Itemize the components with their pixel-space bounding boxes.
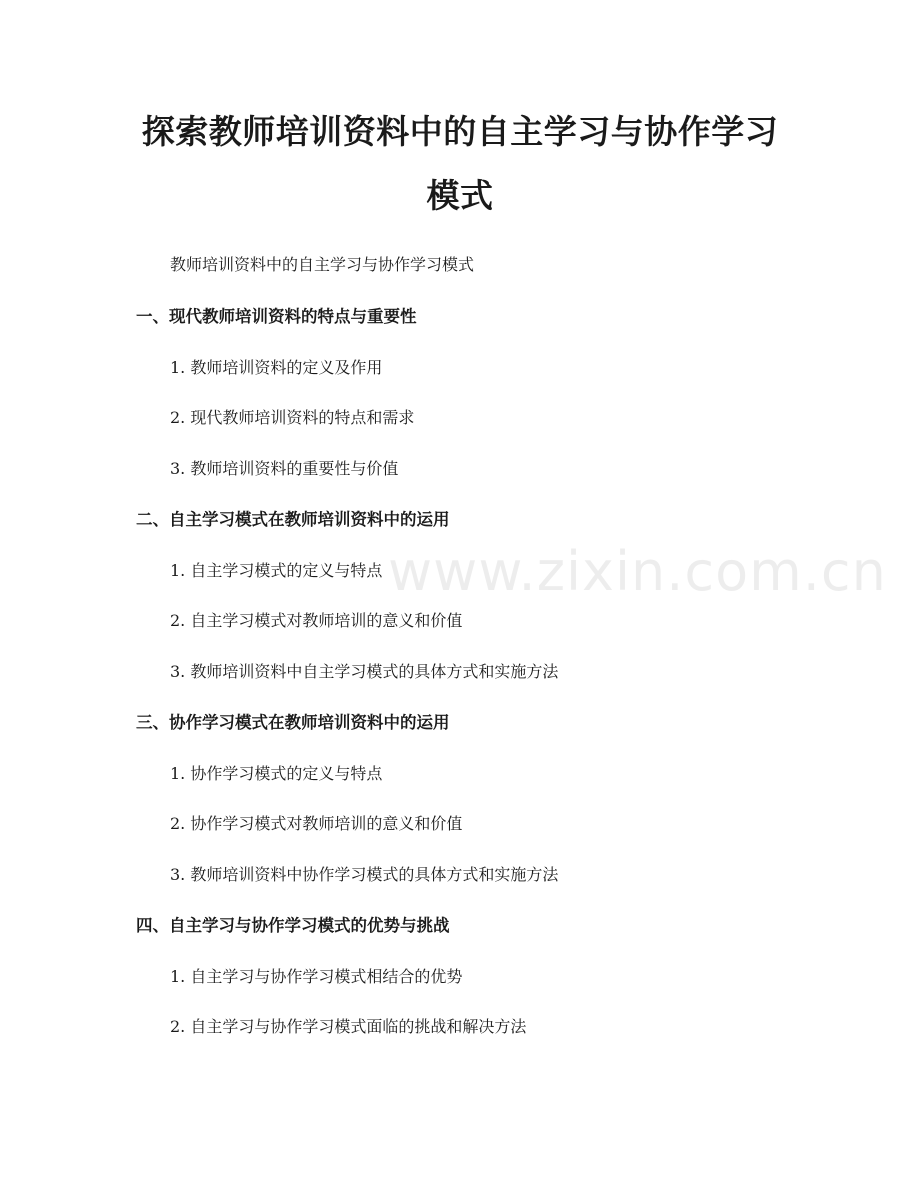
list-item: 2. 现代教师培训资料的特点和需求 — [170, 408, 415, 427]
intro-paragraph: 教师培训资料中的自主学习与协作学习模式 — [170, 255, 475, 274]
section-heading-4: 四、自主学习与协作学习模式的优势与挑战 — [136, 916, 450, 935]
watermark: www.zixin.com.cn — [388, 540, 887, 603]
page-title — [120, 100, 800, 228]
list-item: 3. 教师培训资料中协作学习模式的具体方式和实施方法 — [170, 865, 559, 884]
section-heading-2: 二、自主学习模式在教师培训资料中的运用 — [136, 510, 450, 529]
list-item: 3. 教师培训资料中自主学习模式的具体方式和实施方法 — [170, 662, 559, 681]
list-item: 1. 自主学习模式的定义与特点 — [170, 561, 383, 580]
list-item: 1. 协作学习模式的定义与特点 — [170, 764, 383, 783]
page-title-line-1: 探索教师培训资料中的自主学习与协作学习 — [141, 112, 779, 151]
list-item: 1. 自主学习与协作学习模式相结合的优势 — [170, 967, 463, 986]
list-item: 2. 自主学习与协作学习模式面临的挑战和解决方法 — [170, 1017, 527, 1036]
list-item: 3. 教师培训资料的重要性与价值 — [170, 459, 399, 478]
section-heading-3: 三、协作学习模式在教师培训资料中的运用 — [136, 713, 450, 732]
page-title-line-2: 模式 — [426, 176, 494, 215]
section-heading-1: 一、现代教师培训资料的特点与重要性 — [136, 307, 417, 326]
list-item: 2. 协作学习模式对教师培训的意义和价值 — [170, 814, 463, 833]
list-item: 1. 教师培训资料的定义及作用 — [170, 358, 383, 377]
list-item: 2. 自主学习模式对教师培训的意义和价值 — [170, 611, 463, 630]
